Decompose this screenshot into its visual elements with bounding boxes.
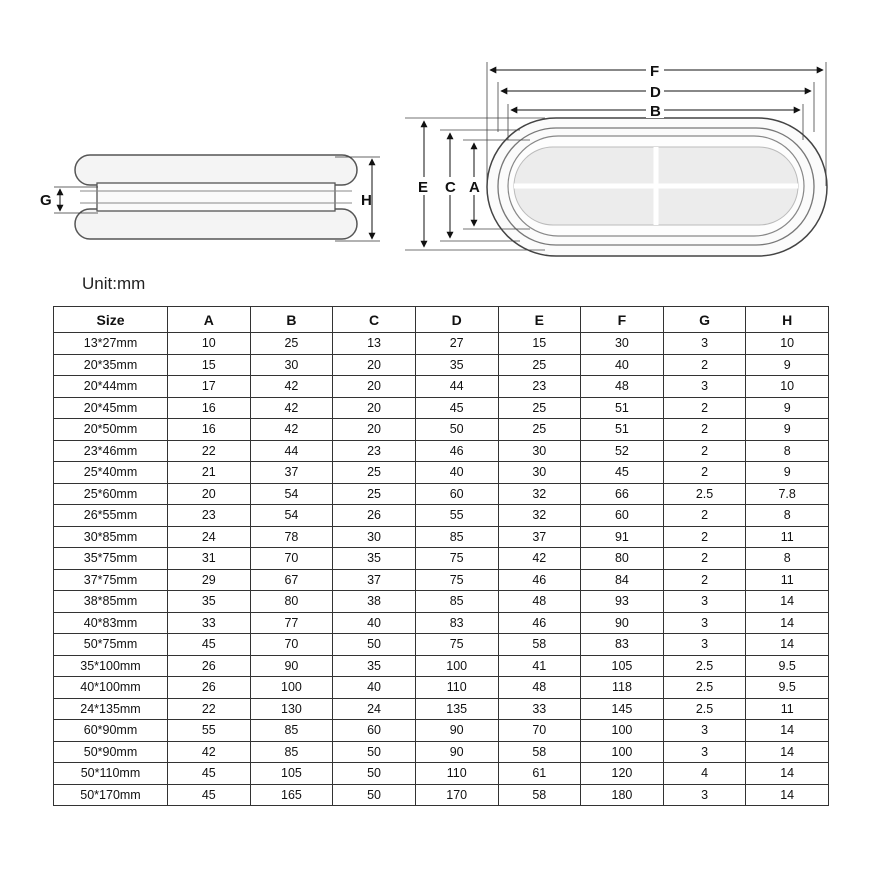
- value-cell: 3: [663, 784, 746, 806]
- value-cell: 60: [415, 483, 498, 505]
- value-cell: 75: [415, 634, 498, 656]
- table-row: [54, 698, 829, 720]
- value-cell: 75: [415, 569, 498, 591]
- value-cell: 14: [746, 591, 829, 613]
- table-row: [54, 483, 829, 505]
- col-header-size: Size: [54, 307, 168, 333]
- value-cell: 42: [250, 376, 333, 398]
- table-row: [54, 526, 829, 548]
- value-cell: 120: [581, 763, 664, 785]
- value-cell: 29: [168, 569, 251, 591]
- value-cell: 8: [746, 440, 829, 462]
- col-header-b: B: [250, 307, 333, 333]
- top-view: [405, 62, 827, 256]
- table-row: [54, 505, 829, 527]
- value-cell: 44: [415, 376, 498, 398]
- table-row: [54, 569, 829, 591]
- value-cell: 58: [498, 784, 581, 806]
- value-cell: 16: [168, 397, 251, 419]
- size-cell: 50*90mm: [54, 741, 168, 763]
- size-cell: 60*90mm: [54, 720, 168, 742]
- value-cell: 100: [250, 677, 333, 699]
- value-cell: 78: [250, 526, 333, 548]
- value-cell: 40: [581, 354, 664, 376]
- value-cell: 20: [168, 483, 251, 505]
- size-cell: 20*45mm: [54, 397, 168, 419]
- value-cell: 7.8: [746, 483, 829, 505]
- value-cell: 110: [415, 763, 498, 785]
- value-cell: 14: [746, 634, 829, 656]
- value-cell: 48: [498, 677, 581, 699]
- table-header-row: [54, 307, 829, 333]
- col-header-c: C: [333, 307, 416, 333]
- value-cell: 9.5: [746, 677, 829, 699]
- value-cell: 35: [415, 354, 498, 376]
- size-cell: 50*110mm: [54, 763, 168, 785]
- value-cell: 40: [333, 612, 416, 634]
- col-header-a: A: [168, 307, 251, 333]
- value-cell: 20: [333, 354, 416, 376]
- value-cell: 3: [663, 720, 746, 742]
- value-cell: 11: [746, 698, 829, 720]
- value-cell: 2.5: [663, 698, 746, 720]
- size-cell: 23*46mm: [54, 440, 168, 462]
- value-cell: 37: [333, 569, 416, 591]
- value-cell: 15: [168, 354, 251, 376]
- size-cell: 50*170mm: [54, 784, 168, 806]
- col-header-g: G: [663, 307, 746, 333]
- value-cell: 14: [746, 720, 829, 742]
- value-cell: 51: [581, 419, 664, 441]
- value-cell: 90: [415, 720, 498, 742]
- dim-label-c: C: [445, 179, 456, 196]
- value-cell: 13: [333, 333, 416, 355]
- value-cell: 170: [415, 784, 498, 806]
- value-cell: 80: [250, 591, 333, 613]
- value-cell: 42: [250, 397, 333, 419]
- value-cell: 100: [415, 655, 498, 677]
- size-cell: 35*100mm: [54, 655, 168, 677]
- value-cell: 26: [168, 655, 251, 677]
- value-cell: 32: [498, 505, 581, 527]
- size-cell: 25*60mm: [54, 483, 168, 505]
- value-cell: 11: [746, 569, 829, 591]
- value-cell: 70: [498, 720, 581, 742]
- size-cell: 50*75mm: [54, 634, 168, 656]
- value-cell: 15: [498, 333, 581, 355]
- value-cell: 75: [415, 548, 498, 570]
- value-cell: 21: [168, 462, 251, 484]
- value-cell: 20: [333, 397, 416, 419]
- dim-label-g: G: [40, 192, 52, 209]
- col-header-h: H: [746, 307, 829, 333]
- value-cell: 25: [250, 333, 333, 355]
- value-cell: 9.5: [746, 655, 829, 677]
- table-row: [54, 720, 829, 742]
- value-cell: 50: [333, 763, 416, 785]
- value-cell: 2.5: [663, 677, 746, 699]
- table-row: [54, 397, 829, 419]
- value-cell: 2: [663, 462, 746, 484]
- value-cell: 35: [333, 655, 416, 677]
- value-cell: 3: [663, 333, 746, 355]
- value-cell: 27: [415, 333, 498, 355]
- unit-label: Unit:mm: [82, 274, 146, 293]
- value-cell: 58: [498, 741, 581, 763]
- value-cell: 105: [581, 655, 664, 677]
- value-cell: 165: [250, 784, 333, 806]
- value-cell: 55: [415, 505, 498, 527]
- value-cell: 25: [333, 462, 416, 484]
- value-cell: 2: [663, 419, 746, 441]
- value-cell: 41: [498, 655, 581, 677]
- value-cell: 35: [333, 548, 416, 570]
- value-cell: 26: [168, 677, 251, 699]
- value-cell: 45: [581, 462, 664, 484]
- value-cell: 23: [168, 505, 251, 527]
- value-cell: 46: [498, 569, 581, 591]
- value-cell: 20: [333, 419, 416, 441]
- dim-label-e: E: [418, 179, 429, 196]
- value-cell: 90: [581, 612, 664, 634]
- size-cell: 35*75mm: [54, 548, 168, 570]
- table-row: [54, 591, 829, 613]
- value-cell: 45: [415, 397, 498, 419]
- table-row: [54, 376, 829, 398]
- value-cell: 26: [333, 505, 416, 527]
- value-cell: 60: [581, 505, 664, 527]
- dim-label-b: B: [650, 103, 661, 120]
- table-row: [54, 462, 829, 484]
- grommet-diagram: [0, 0, 870, 270]
- value-cell: 52: [581, 440, 664, 462]
- size-cell: 20*44mm: [54, 376, 168, 398]
- value-cell: 80: [581, 548, 664, 570]
- value-cell: 50: [333, 784, 416, 806]
- value-cell: 110: [415, 677, 498, 699]
- value-cell: 3: [663, 741, 746, 763]
- value-cell: 3: [663, 612, 746, 634]
- value-cell: 54: [250, 483, 333, 505]
- value-cell: 100: [581, 720, 664, 742]
- value-cell: 180: [581, 784, 664, 806]
- value-cell: 25: [498, 397, 581, 419]
- table-row: [54, 548, 829, 570]
- value-cell: 2: [663, 354, 746, 376]
- value-cell: 90: [250, 655, 333, 677]
- value-cell: 45: [168, 763, 251, 785]
- value-cell: 10: [746, 376, 829, 398]
- value-cell: 30: [333, 526, 416, 548]
- value-cell: 2: [663, 397, 746, 419]
- value-cell: 22: [168, 698, 251, 720]
- value-cell: 100: [581, 741, 664, 763]
- value-cell: 93: [581, 591, 664, 613]
- value-cell: 58: [498, 634, 581, 656]
- value-cell: 9: [746, 354, 829, 376]
- value-cell: 40: [415, 462, 498, 484]
- size-cell: 30*85mm: [54, 526, 168, 548]
- value-cell: 70: [250, 548, 333, 570]
- value-cell: 10: [168, 333, 251, 355]
- value-cell: 50: [415, 419, 498, 441]
- dim-label-a: A: [469, 179, 480, 196]
- value-cell: 50: [333, 741, 416, 763]
- value-cell: 32: [498, 483, 581, 505]
- value-cell: 83: [415, 612, 498, 634]
- value-cell: 10: [746, 333, 829, 355]
- value-cell: 20: [333, 376, 416, 398]
- value-cell: 40: [333, 677, 416, 699]
- value-cell: 2: [663, 505, 746, 527]
- value-cell: 35: [168, 591, 251, 613]
- dim-label-d: D: [650, 84, 661, 101]
- value-cell: 3: [663, 634, 746, 656]
- table-row: [54, 784, 829, 806]
- value-cell: 25: [498, 419, 581, 441]
- col-header-e: E: [498, 307, 581, 333]
- value-cell: 9: [746, 462, 829, 484]
- value-cell: 23: [333, 440, 416, 462]
- value-cell: 14: [746, 612, 829, 634]
- value-cell: 55: [168, 720, 251, 742]
- value-cell: 84: [581, 569, 664, 591]
- table-row: [54, 440, 829, 462]
- size-cell: 40*83mm: [54, 612, 168, 634]
- value-cell: 9: [746, 397, 829, 419]
- table-row: [54, 333, 829, 355]
- value-cell: 45: [168, 634, 251, 656]
- value-cell: 24: [168, 526, 251, 548]
- value-cell: 33: [498, 698, 581, 720]
- table-row: [54, 763, 829, 785]
- dim-label-h: H: [361, 192, 372, 209]
- value-cell: 4: [663, 763, 746, 785]
- value-cell: 91: [581, 526, 664, 548]
- value-cell: 17: [168, 376, 251, 398]
- value-cell: 2: [663, 526, 746, 548]
- table-row: [54, 419, 829, 441]
- col-header-f: F: [581, 307, 664, 333]
- table-row: [54, 655, 829, 677]
- value-cell: 8: [746, 548, 829, 570]
- value-cell: 14: [746, 763, 829, 785]
- value-cell: 48: [498, 591, 581, 613]
- value-cell: 48: [581, 376, 664, 398]
- value-cell: 90: [415, 741, 498, 763]
- value-cell: 67: [250, 569, 333, 591]
- value-cell: 130: [250, 698, 333, 720]
- value-cell: 2.5: [663, 483, 746, 505]
- value-cell: 45: [168, 784, 251, 806]
- value-cell: 2: [663, 440, 746, 462]
- value-cell: 85: [415, 591, 498, 613]
- value-cell: 85: [250, 720, 333, 742]
- value-cell: 30: [498, 462, 581, 484]
- size-cell: 20*35mm: [54, 354, 168, 376]
- value-cell: 31: [168, 548, 251, 570]
- size-cell: 25*40mm: [54, 462, 168, 484]
- value-cell: 54: [250, 505, 333, 527]
- value-cell: 37: [250, 462, 333, 484]
- value-cell: 30: [581, 333, 664, 355]
- value-cell: 11: [746, 526, 829, 548]
- col-header-d: D: [415, 307, 498, 333]
- size-cell: 26*55mm: [54, 505, 168, 527]
- size-cell: 24*135mm: [54, 698, 168, 720]
- value-cell: 118: [581, 677, 664, 699]
- value-cell: 77: [250, 612, 333, 634]
- value-cell: 42: [498, 548, 581, 570]
- table-row: [54, 677, 829, 699]
- value-cell: 22: [168, 440, 251, 462]
- table-row: [54, 354, 829, 376]
- value-cell: 70: [250, 634, 333, 656]
- value-cell: 16: [168, 419, 251, 441]
- value-cell: 14: [746, 784, 829, 806]
- table-row: [54, 741, 829, 763]
- table-body: [54, 333, 829, 806]
- value-cell: 50: [333, 634, 416, 656]
- value-cell: 30: [498, 440, 581, 462]
- value-cell: 46: [415, 440, 498, 462]
- value-cell: 2: [663, 548, 746, 570]
- size-cell: 37*75mm: [54, 569, 168, 591]
- value-cell: 60: [333, 720, 416, 742]
- size-cell: 38*85mm: [54, 591, 168, 613]
- side-view: [40, 155, 380, 241]
- value-cell: 37: [498, 526, 581, 548]
- size-spec-table: [53, 306, 829, 806]
- value-cell: 25: [498, 354, 581, 376]
- table-row: [54, 634, 829, 656]
- size-cell: 13*27mm: [54, 333, 168, 355]
- value-cell: 83: [581, 634, 664, 656]
- value-cell: 9: [746, 419, 829, 441]
- value-cell: 23: [498, 376, 581, 398]
- dim-label-f: F: [650, 63, 660, 80]
- value-cell: 66: [581, 483, 664, 505]
- value-cell: 2: [663, 569, 746, 591]
- table-row: [54, 612, 829, 634]
- value-cell: 145: [581, 698, 664, 720]
- value-cell: 25: [333, 483, 416, 505]
- value-cell: 44: [250, 440, 333, 462]
- value-cell: 46: [498, 612, 581, 634]
- value-cell: 8: [746, 505, 829, 527]
- value-cell: 3: [663, 376, 746, 398]
- value-cell: 61: [498, 763, 581, 785]
- value-cell: 33: [168, 612, 251, 634]
- value-cell: 24: [333, 698, 416, 720]
- value-cell: 3: [663, 591, 746, 613]
- value-cell: 105: [250, 763, 333, 785]
- value-cell: 42: [168, 741, 251, 763]
- value-cell: 85: [250, 741, 333, 763]
- value-cell: 85: [415, 526, 498, 548]
- value-cell: 38: [333, 591, 416, 613]
- size-cell: 40*100mm: [54, 677, 168, 699]
- value-cell: 2.5: [663, 655, 746, 677]
- value-cell: 135: [415, 698, 498, 720]
- value-cell: 14: [746, 741, 829, 763]
- size-cell: 20*50mm: [54, 419, 168, 441]
- value-cell: 51: [581, 397, 664, 419]
- value-cell: 42: [250, 419, 333, 441]
- value-cell: 30: [250, 354, 333, 376]
